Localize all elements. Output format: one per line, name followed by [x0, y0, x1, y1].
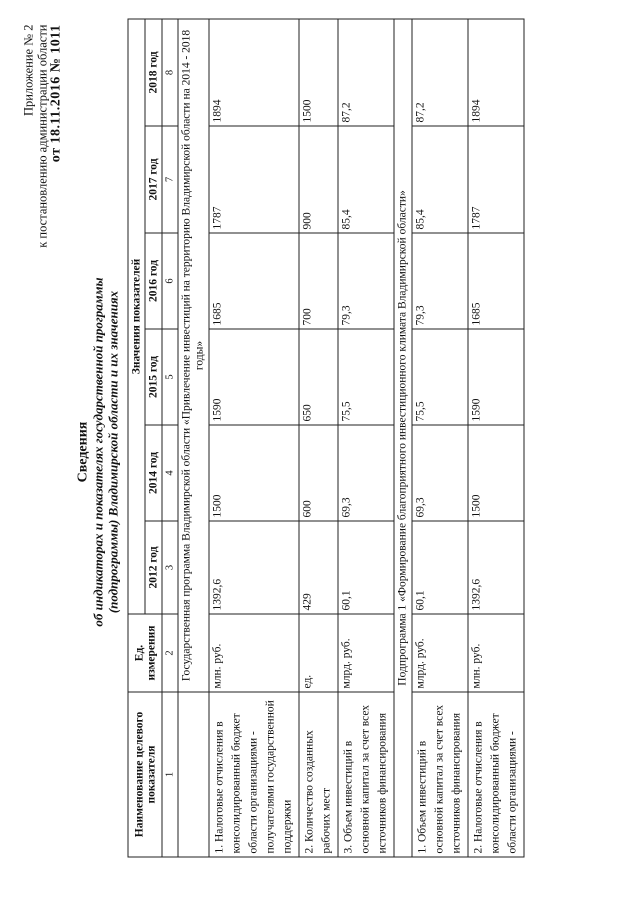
- appendix-reference: к постановлению администрации области: [35, 24, 49, 248]
- indicator-value: 1500: [209, 425, 299, 521]
- document-title: [75, 15, 120, 890]
- indicator-name: 1. Объем инвестиций в основной капитал за счет всех источников финансирования: [412, 692, 468, 857]
- indicator-value: 600: [299, 425, 338, 521]
- header-year: 2015 год: [145, 329, 162, 425]
- indicator-value: 429: [299, 521, 338, 614]
- indicator-value: 75,5: [412, 329, 468, 425]
- indicator-value: 1590: [209, 329, 299, 425]
- header-name: Наименование целевого показателя: [128, 692, 162, 857]
- indicator-value: 87,2: [338, 19, 394, 126]
- indicator-value: 1685: [468, 233, 524, 329]
- indicator-name: 1. Налоговые отчисления в консолидированный бюджет области организациями - получателями государственной поддержки: [209, 692, 299, 857]
- column-number: 7: [162, 126, 178, 233]
- indicator-value: 1894: [468, 19, 524, 126]
- indicator-unit: млн. руб.: [468, 614, 524, 692]
- indicator-value: 87,2: [412, 19, 468, 126]
- header-year: 2017 год: [145, 126, 162, 233]
- table-row: [209, 19, 299, 857]
- indicator-value: 69,3: [412, 425, 468, 521]
- title-line-2: об индикаторах и показателях государственной программы: [90, 277, 105, 627]
- indicator-name: 2. Количество созданных рабочих мест: [299, 692, 338, 857]
- indicator-value: 650: [299, 329, 338, 425]
- indicator-value: 1590: [468, 329, 524, 425]
- section-row-subprogram: [394, 19, 412, 857]
- section-title: Государственная программа Владимирской области «Привлечение инвестиций на территорию Владимирской области на 2014 - 2018 годы»: [178, 19, 209, 692]
- indicator-value: 700: [299, 233, 338, 329]
- table-row: [299, 19, 338, 857]
- title-line-1: Сведения: [75, 421, 90, 483]
- decree-number: от 18.11.2016 № 1011: [48, 24, 63, 163]
- indicator-value: 69,3: [338, 425, 394, 521]
- column-number: 8: [162, 19, 178, 126]
- indicator-value: 1392,6: [209, 521, 299, 614]
- indicator-value: 85,4: [338, 126, 394, 233]
- indicator-value: 79,3: [412, 233, 468, 329]
- indicators-table: [127, 18, 524, 857]
- column-numbers-row: [162, 19, 178, 857]
- column-number: 5: [162, 329, 178, 425]
- column-number: 2: [162, 614, 178, 692]
- indicator-value: 79,3: [338, 233, 394, 329]
- column-number: 6: [162, 233, 178, 329]
- header-unit: Ед. измерения: [128, 614, 162, 692]
- header-year: 2012 год: [145, 521, 162, 614]
- indicator-value: 60,1: [338, 521, 394, 614]
- indicator-value: 1787: [209, 126, 299, 233]
- indicator-name: 2. Налоговые отчисления в консолидированный бюджет области организациями -: [468, 692, 524, 857]
- header-row-1: [128, 19, 145, 857]
- appendix-note: [21, 25, 63, 248]
- indicator-value: 1392,6: [468, 521, 524, 614]
- indicator-value: 75,5: [338, 329, 394, 425]
- rotated-document-page: [15, 15, 625, 890]
- indicator-unit: млрд. руб.: [338, 614, 394, 692]
- indicator-value: 1894: [209, 19, 299, 126]
- section-title: Подпрограмма 1 «Формирование благоприятного инвестиционного климата Владимирской области»: [394, 19, 412, 857]
- indicator-name: 3. Объем инвестиций в основной капитал за счет всех источников финансирования: [338, 692, 394, 857]
- indicator-unit: млрд. руб.: [412, 614, 468, 692]
- table-row: [338, 19, 394, 857]
- indicator-value: 900: [299, 126, 338, 233]
- header-values-group: Значения показателей: [128, 19, 145, 614]
- header-year: 2018 год: [145, 19, 162, 126]
- column-number: 4: [162, 425, 178, 521]
- header-year: 2014 год: [145, 425, 162, 521]
- table-row: [468, 19, 524, 857]
- header-year: 2016 год: [145, 233, 162, 329]
- table-row: [412, 19, 468, 857]
- indicator-value: 60,1: [412, 521, 468, 614]
- title-line-3: (подпрограммы) Владимирской области и их значениях: [105, 290, 120, 614]
- column-number: 3: [162, 521, 178, 614]
- indicator-unit: млн. руб.: [209, 614, 299, 692]
- section-row-program: [178, 19, 209, 857]
- appendix-number: Приложение № 2: [21, 24, 35, 117]
- indicator-value: 85,4: [412, 126, 468, 233]
- indicator-value: 1500: [468, 425, 524, 521]
- indicator-unit: ед.: [299, 614, 338, 692]
- column-number: 1: [162, 692, 178, 857]
- indicator-value: 1500: [299, 19, 338, 126]
- indicator-value: 1685: [209, 233, 299, 329]
- indicator-value: 1787: [468, 126, 524, 233]
